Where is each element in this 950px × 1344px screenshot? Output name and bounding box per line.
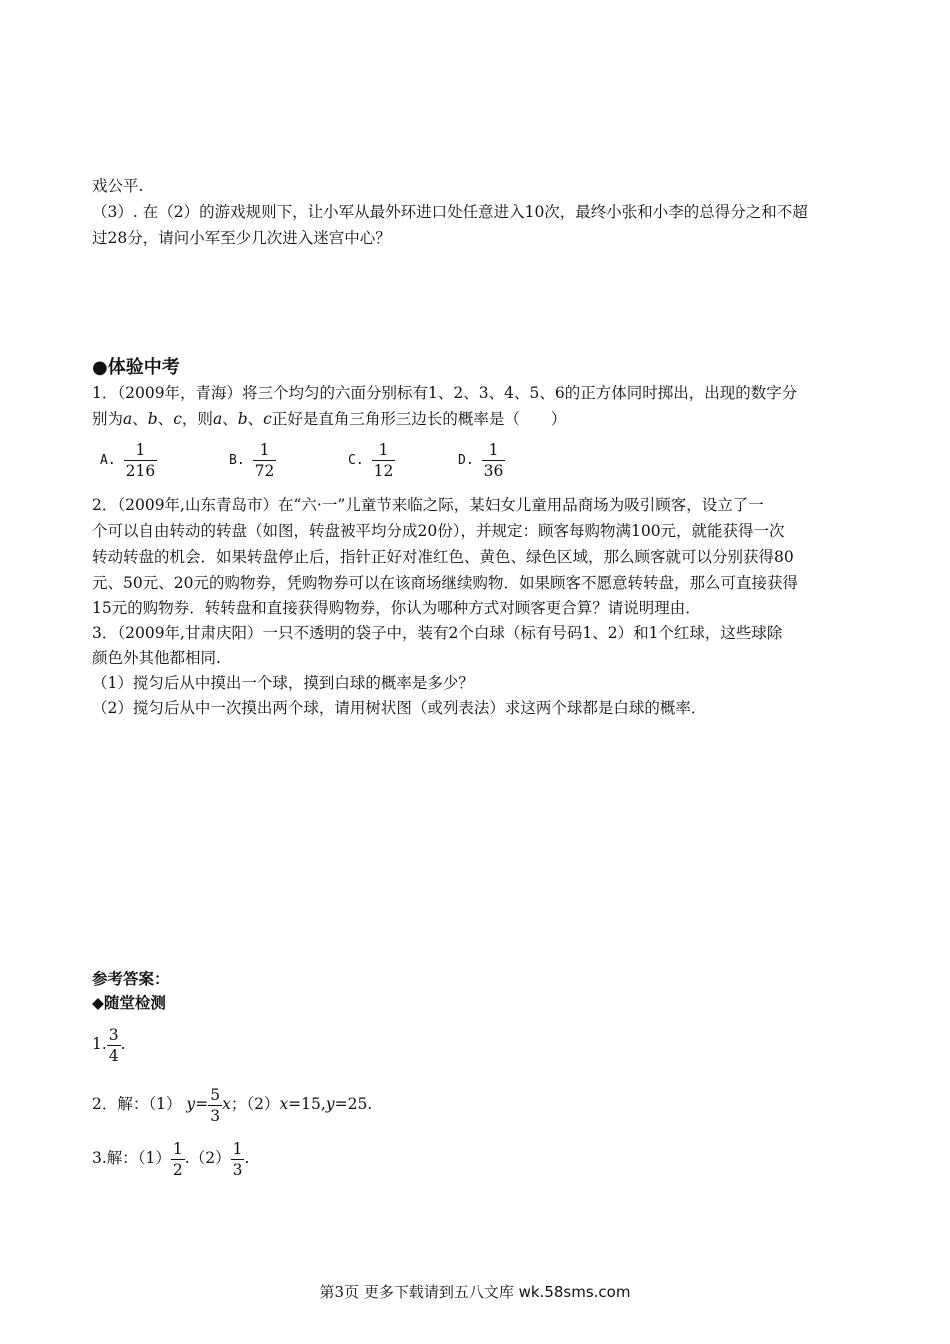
- fraction: $\frac{1}{2}$: [172, 1139, 183, 1179]
- question-3-line: （1）搅匀后从中摸出一个球，摸到白球的概率是多少？: [92, 674, 474, 692]
- fraction: $\frac{1}{3}$: [232, 1139, 243, 1179]
- question-3-line: 颜色外其他都相同.: [92, 649, 221, 667]
- question-1-line: 1．（2009年，青海）将三个均匀的六面分别标有1、2、3、4、5、6的正方体同时掷出，出现的数字分: [92, 384, 798, 402]
- answers-heading: 参考答案：: [92, 970, 170, 988]
- text-line: 过28分，请问小军至少几次进入迷宫中心？: [92, 229, 391, 247]
- footer-site-link[interactable]: wk.58sms.com: [518, 1283, 631, 1301]
- question-1-line: 别为a、b、c，则a、b、c正好是直角三角形三边长的概率是（ ）: [92, 410, 567, 428]
- fraction: $\frac{1}{216}$: [125, 441, 156, 480]
- text-line: 戏公平.: [92, 177, 144, 195]
- question-2-line: 元、50元、20元的购物券，凭购物券可以在该商场继续购物．如果顾客不愿意转转盘，那么可直接获得: [92, 574, 798, 592]
- option-b: B. $\frac{1}{72}$: [229, 441, 275, 480]
- text-line: （3）. 在（2）的游戏规则下，让小军从最外环进口处任意进入10次，最终小张和小李的总得分之和不超: [92, 203, 808, 221]
- question-2-line: 2．（2009年,山东青岛市）在“六·一”儿童节来临之际，某妇女儿童用品商场为吸引顾客，设立了一: [92, 496, 764, 514]
- page-footer: [0, 1281, 950, 1302]
- question-2-line: 个可以自由转动的转盘（如图，转盘被平均分成20份），并规定：顾客每购物满100元，就能获得一次: [92, 522, 785, 540]
- fraction: $\frac{1}{12}$: [373, 441, 394, 480]
- option-a: A. $\frac{1}{216}$: [100, 441, 156, 480]
- answers-subheading: ◆随堂检测: [92, 994, 166, 1012]
- fraction: $\frac{5}{3}$: [210, 1085, 221, 1125]
- option-c: C. $\frac{1}{12}$: [348, 441, 394, 480]
- fraction: $\frac{1}{36}$: [483, 441, 504, 480]
- fraction: $\frac{3}{4}$: [108, 1025, 119, 1065]
- fraction: $\frac{1}{72}$: [254, 441, 275, 480]
- section-heading-exam: ●体验中考: [92, 357, 180, 378]
- footer-text: 第3页 更多下载请到五八文库: [319, 1283, 519, 1301]
- answer-2: 2．解：（1） y= $\frac{5}{3}$ x；（2）x=15,y=25.: [92, 1085, 373, 1125]
- answer-3: 3.解：（1） $\frac{1}{2}$ .（2） $\frac{1}{3}$ .: [92, 1139, 250, 1179]
- question-2-line: 15元的购物券．转转盘和直接获得购物券，你认为哪种方式对顾客更合算？请说明理由．: [92, 599, 701, 617]
- question-3-line: （2）搅匀后从中一次摸出两个球，请用树状图（或列表法）求这两个球都是白球的概率．: [92, 699, 707, 717]
- answer-1: 1. $\frac{3}{4}$ .: [92, 1025, 126, 1065]
- question-3-line: 3．（2009年,甘肃庆阳）一只不透明的袋子中，装有2个白球（标有号码1、2）和1个红球，这些球除: [92, 624, 783, 642]
- question-2-line: 转动转盘的机会．如果转盘停止后，指针正好对准红色、黄色、绿色区域，那么顾客就可以分别获得80: [92, 548, 794, 566]
- option-d: D. $\frac{1}{36}$: [458, 441, 504, 480]
